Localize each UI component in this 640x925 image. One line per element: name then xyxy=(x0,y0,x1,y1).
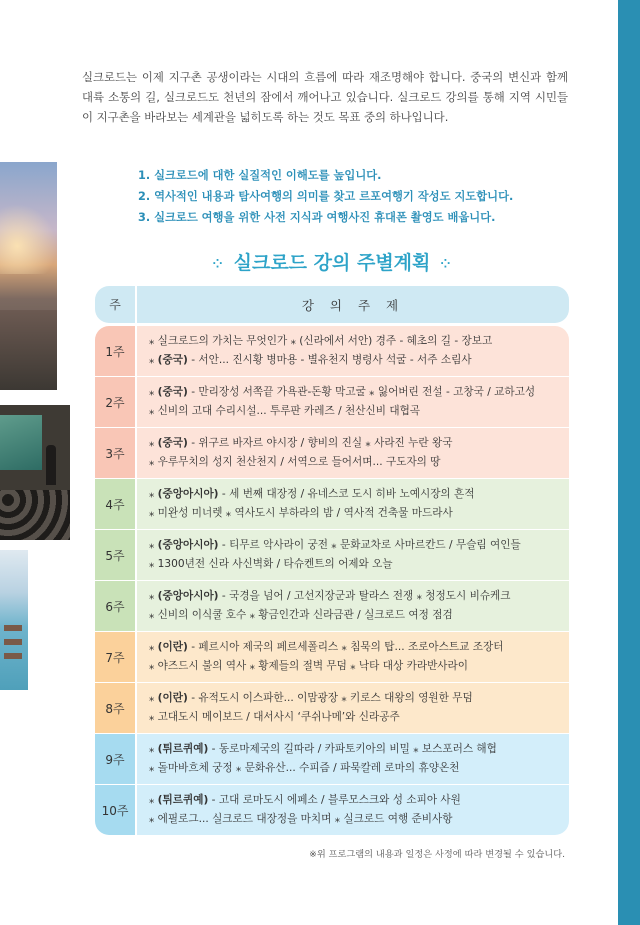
week-cell: 6주 xyxy=(95,581,135,631)
topic-text: ⁎ 에필로그... 실크로드 대장정을 마치며 ⁎ 실크로드 여행 준비사항 xyxy=(149,812,453,825)
topic-text: ⁎ xyxy=(149,589,158,602)
side-color-bar xyxy=(618,0,640,925)
topic-line xyxy=(149,759,569,778)
region-label: (중앙아시아) xyxy=(157,487,219,500)
table-row xyxy=(95,530,569,580)
topic-cell xyxy=(137,326,569,376)
topic-text: ⁎ 1300년전 신라 사신벽화 / 타슈켄트의 어제와 오늘 xyxy=(149,557,393,570)
week-cell: 2주 xyxy=(95,377,135,427)
topic-text: ⁎ 미완성 미너렛 ⁎ 역사도시 부하라의 밤 / 역사적 건축물 마드라사 xyxy=(149,506,453,519)
week-cell: 10주 xyxy=(95,785,135,835)
topic-cell xyxy=(137,530,569,580)
region-label: (이란) xyxy=(157,640,188,653)
topic-line xyxy=(149,689,569,708)
region-label: (중앙아시아) xyxy=(157,538,219,551)
hot-spring-photo xyxy=(0,550,28,690)
topic-cell xyxy=(137,785,569,835)
table-row xyxy=(95,581,569,631)
topic-text: - 페르시아 제국의 페르세폴리스 ⁎ 침묵의 탑... 조로아스트교 조장터 xyxy=(187,640,504,653)
topic-line xyxy=(149,383,569,402)
topic-cell xyxy=(137,377,569,427)
week-header: 주 xyxy=(95,286,135,323)
topic-line xyxy=(149,536,569,555)
topic-line xyxy=(149,555,569,574)
week-cell: 9주 xyxy=(95,734,135,784)
topic-line xyxy=(149,504,569,523)
goal-item: 3. 실크로드 여행을 위한 사전 지식과 여행사진 휴대폰 촬영도 배웁니다. xyxy=(138,211,496,224)
region-label: (튀르퀴예) xyxy=(157,742,209,755)
topic-text: ⁎ xyxy=(149,793,158,806)
topic-text: ⁎ 실크로드의 가치는 무엇인가 xyxy=(149,335,291,347)
schedule-note: ※위 프로그램의 내용과 일정은 사정에 따라 변경될 수 있습니다. xyxy=(309,849,565,860)
lecture-hall-photo xyxy=(0,405,70,540)
table-header xyxy=(95,286,569,323)
table-row xyxy=(95,683,569,733)
week-cell: 1주 xyxy=(95,326,135,376)
topic-text: ⁎ 신비의 고대 수리시설... 투루판 카레즈 / 천산신비 대협곡 xyxy=(149,404,421,417)
weekly-schedule-table xyxy=(95,286,569,836)
topic-cell xyxy=(137,581,569,631)
topic-text: - 만리장성 서쪽끝 가욕관-돈황 막고굴 ⁎ 잃어버린 전설 - 고창국 / 교하고성 xyxy=(187,385,536,398)
topic-text: ⁎ 야즈드시 불의 역사 ⁎ 황제들의 절벽 무덤 ⁎ 낙타 대상 카라반사라이 xyxy=(149,659,469,672)
topic-text: - 동로마제국의 길따라 / 카파토키아의 비밀 ⁎ 보스포러스 해협 xyxy=(208,742,497,755)
topic-text: ⁎ xyxy=(149,436,158,449)
week-cell: 8주 xyxy=(95,683,135,733)
topic-text: - 티무르 악사라이 궁전 ⁎ 문화교차로 사마르칸드 / 무슬림 여인들 xyxy=(218,538,521,551)
topic-line xyxy=(149,453,569,472)
region-label: (중앙아시아) xyxy=(157,589,219,602)
goal-item: 1. 실크로드에 대한 실질적인 이해도를 높입니다. xyxy=(138,169,382,182)
table-row xyxy=(95,479,569,529)
table-body xyxy=(95,326,569,835)
topic-text: ⁎ xyxy=(149,354,158,366)
topic-text: - 고대 로마도시 에페소 / 블루모스크와 성 소피아 사원 xyxy=(208,793,461,806)
topic-header: 강 의 주 제 xyxy=(137,286,569,323)
topic-text: ⁎ 고대도시 메이보드 / 대서사시 ‘쿠쉬나메’와 신라공주 xyxy=(149,710,400,723)
topic-text: - 위구르 바자르 야시장 / 향비의 진실 ⁎ 사라진 누란 왕국 xyxy=(187,436,453,449)
section-title xyxy=(95,248,569,275)
topic-line xyxy=(149,351,569,370)
topic-line xyxy=(149,606,569,625)
goals-list xyxy=(138,165,513,228)
table-row xyxy=(95,326,569,376)
topic-text: - 세 번째 대장정 / 유네스코 도시 히바 노예시장의 흔적 xyxy=(218,487,475,500)
topic-line xyxy=(149,810,569,829)
section-title-text: 실크로드 강의 주별계획 xyxy=(233,252,431,274)
region-label: (중국) xyxy=(157,385,188,398)
topic-text: ⁎ xyxy=(149,385,158,398)
topic-line xyxy=(149,485,569,504)
week-cell: 4주 xyxy=(95,479,135,529)
intro-paragraph: 실크로드는 이제 지구촌 공생이라는 시대의 흐름에 따라 재조명해야 합니다. 중국의 변신과 함께 대륙 소통의 길, 실크로드도 천년의 잠에서 깨어나고 있습니다. 실크로드 강의를 통해 지역 시민들이 지구촌을 바라보는 세계관을 넓히도록 하는 것도 목표 중의 하나입니다. xyxy=(82,70,568,124)
topic-line xyxy=(149,332,569,351)
topic-line xyxy=(149,791,569,810)
topic-line xyxy=(149,402,569,421)
topic-text: ⁎ xyxy=(149,538,158,551)
sunset-landscape-photo xyxy=(0,162,57,390)
topic-line xyxy=(149,740,569,759)
topic-text: - 서안... 진시황 병마용 - 별유천지 병령사 석굴 - 서주 소림사 xyxy=(187,354,472,366)
topic-text: - 국경을 넘어 / 고선지장군과 탈라스 전쟁 ⁎ 청정도시 비슈케크 xyxy=(218,589,511,602)
topic-cell xyxy=(137,428,569,478)
topic-cell xyxy=(137,683,569,733)
region-label: (이란) xyxy=(157,691,188,704)
goal-item: 2. 역사적인 내용과 탐사여행의 의미를 찾고 르포여행기 작성도 지도합니다. xyxy=(138,190,514,203)
topic-text: ⁎ xyxy=(149,691,158,704)
table-row xyxy=(95,428,569,478)
dots-ornament-icon: ⁘ xyxy=(212,256,224,271)
week-cell: 3주 xyxy=(95,428,135,478)
topic-text: ⁎ 돌마바흐체 궁정 ⁎ 문화유산... 수피즘 / 파묵칼레 로마의 휴양온천 xyxy=(149,761,460,774)
topic-text: - 유적도시 이스파한... 이맘광장 ⁎ 키로스 대왕의 영원한 무덤 xyxy=(187,691,473,704)
topic-text: ⁎ 신비의 이식쿨 호수 ⁎ 황금인간과 신라금관 / 실크로드 여정 점검 xyxy=(149,608,453,621)
topic-text: ⁎ (신라에서 서안) 경주 - 혜초의 길 - 장보고 xyxy=(290,335,493,347)
topic-text: ⁎ xyxy=(149,487,158,500)
topic-cell xyxy=(137,734,569,784)
topic-text: ⁎ xyxy=(149,640,158,653)
region-label: (중국) xyxy=(157,354,188,366)
week-cell: 7주 xyxy=(95,632,135,682)
dots-ornament-icon: ⁘ xyxy=(440,256,452,271)
topic-cell xyxy=(137,632,569,682)
table-row xyxy=(95,734,569,784)
topic-line xyxy=(149,587,569,606)
table-row xyxy=(95,377,569,427)
week-cell: 5주 xyxy=(95,530,135,580)
topic-line xyxy=(149,657,569,676)
region-label: (튀르퀴예) xyxy=(157,793,209,806)
topic-line xyxy=(149,638,569,657)
region-label: (중국) xyxy=(157,436,188,449)
table-row xyxy=(95,785,569,835)
topic-text: ⁎ 우루무치의 성지 천산천지 / 서역으로 들어서며... 구도자의 땅 xyxy=(149,455,441,468)
topic-line xyxy=(149,434,569,453)
topic-text: ⁎ xyxy=(149,742,158,755)
table-row xyxy=(95,632,569,682)
topic-line xyxy=(149,708,569,727)
topic-cell xyxy=(137,479,569,529)
